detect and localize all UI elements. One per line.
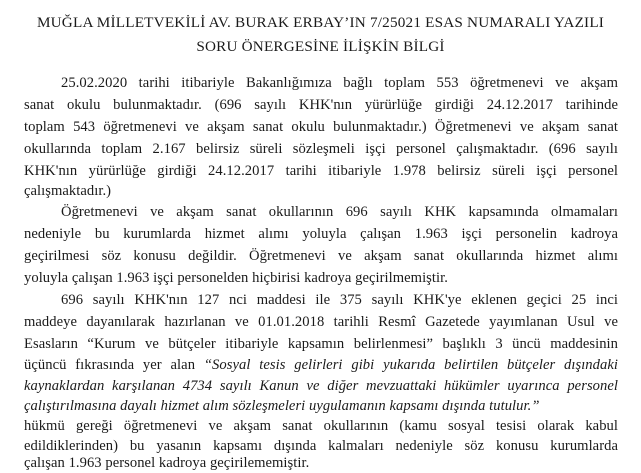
paragraph-1-line-3: toplam 543 öğretmenevi ve akşam sanat okulu bulunmaktadır.) Öğretmenevi ve akşam sanat bbox=[24, 119, 618, 135]
quoted-regulation-line-3: çalıştırılmasına dayalı hizmet alım sözleşmeleri uygulamanın kapsamı dışında tutulur.” bbox=[24, 398, 540, 414]
paragraph-1-line-1: 25.02.2020 tarihi itibariyle Bakanlığımıza bağlı toplam 553 öğretmenevi ve akşam bbox=[61, 75, 618, 91]
paragraph-1-line-6: çalışmaktadır.) bbox=[24, 183, 112, 199]
document-title-line-1: MUĞLA MİLLETVEKİLİ AV. BURAK ERBAY’IN 7/25021 ESAS NUMARALI YAZILI bbox=[36, 14, 605, 31]
quoted-regulation-line-2: kaynaklardan karşılanan 4734 sayılı Kanun ve diğer mevzuattaki hükümler uyarınca personel bbox=[24, 378, 618, 394]
paragraph-3-line-2: maddeye dayanılarak hazırlanan ve 01.01.2018 tarihli Resmî Gazetede yayımlanan Usul ve bbox=[24, 314, 618, 330]
paragraph-3-line-4 bbox=[24, 355, 618, 375]
quoted-regulation-start: “Sosyal tesis gelirleri gibi yukarıda belirtilen bütçeler dışındaki bbox=[203, 357, 618, 373]
paragraph-3-line-9: çalışan 1.963 personel kadroya geçirilememiştir. bbox=[24, 455, 310, 471]
paragraph-1-line-4: okullarında toplam 2.167 belirsiz süreli sözleşmeli işçi personel çalışmaktadır. (696 sayılı bbox=[24, 141, 618, 157]
paragraph-1-line-2: sanat okulu bulunmaktadır. (696 sayılı KHK'nın yürürlüğe girdiği 24.12.2017 tarihinde bbox=[24, 97, 618, 113]
paragraph-2-line-1: Öğretmenevi ve akşam sanat okullarının 696 sayılı KHK kapsamında olmamaları bbox=[61, 204, 618, 220]
paragraph-2-line-3: geçirilmesi söz konusu değildir. Öğretmenevi ve akşam sanat okullarında hizmet alımı bbox=[24, 248, 618, 264]
paragraph-3-line-8: edildiklerinden) bu yasanın kapsamı dışında kalmaları nedeniyle söz konusu kurumlarda bbox=[24, 438, 618, 454]
paragraph-3-line-7: hükmü gereği öğretmenevi ve akşam sanat okullarının (kamu sosyal tesisi olarak kabul bbox=[24, 418, 618, 434]
paragraph-1-line-5: KHK'nın yürürlüğe girdiği 24.12.2017 tarihi itibariyle 1.978 belirsiz süreli işçi personel bbox=[24, 163, 618, 179]
paragraph-3-line-3: Esasların “Kurum ve bütçeler itibariyle kapsamın belirlenmesi” başlıklı 3 üncü maddesinin bbox=[24, 336, 618, 352]
paragraph-2-line-4: yoluyla çalışan 1.963 işçi personelden hiçbirisi kadroya geçirilmemiştir. bbox=[24, 270, 448, 286]
paragraph-2-line-2: nedeniyle bu kurumlarda hizmet alımı yoluyla çalışan 1.963 işçi personelin kadroya bbox=[24, 226, 618, 242]
document-title-line-2: SORU ÖNERGESİNE İLİŞKİN BİLGİ bbox=[196, 38, 445, 55]
paragraph-3-line-1: 696 sayılı KHK'nın 127 nci maddesi ile 375 sayılı KHK'ye eklenen geçici 25 inci bbox=[61, 292, 618, 308]
paragraph-3-line-4-plain: üçüncü fıkrasında yer alan bbox=[24, 357, 204, 373]
